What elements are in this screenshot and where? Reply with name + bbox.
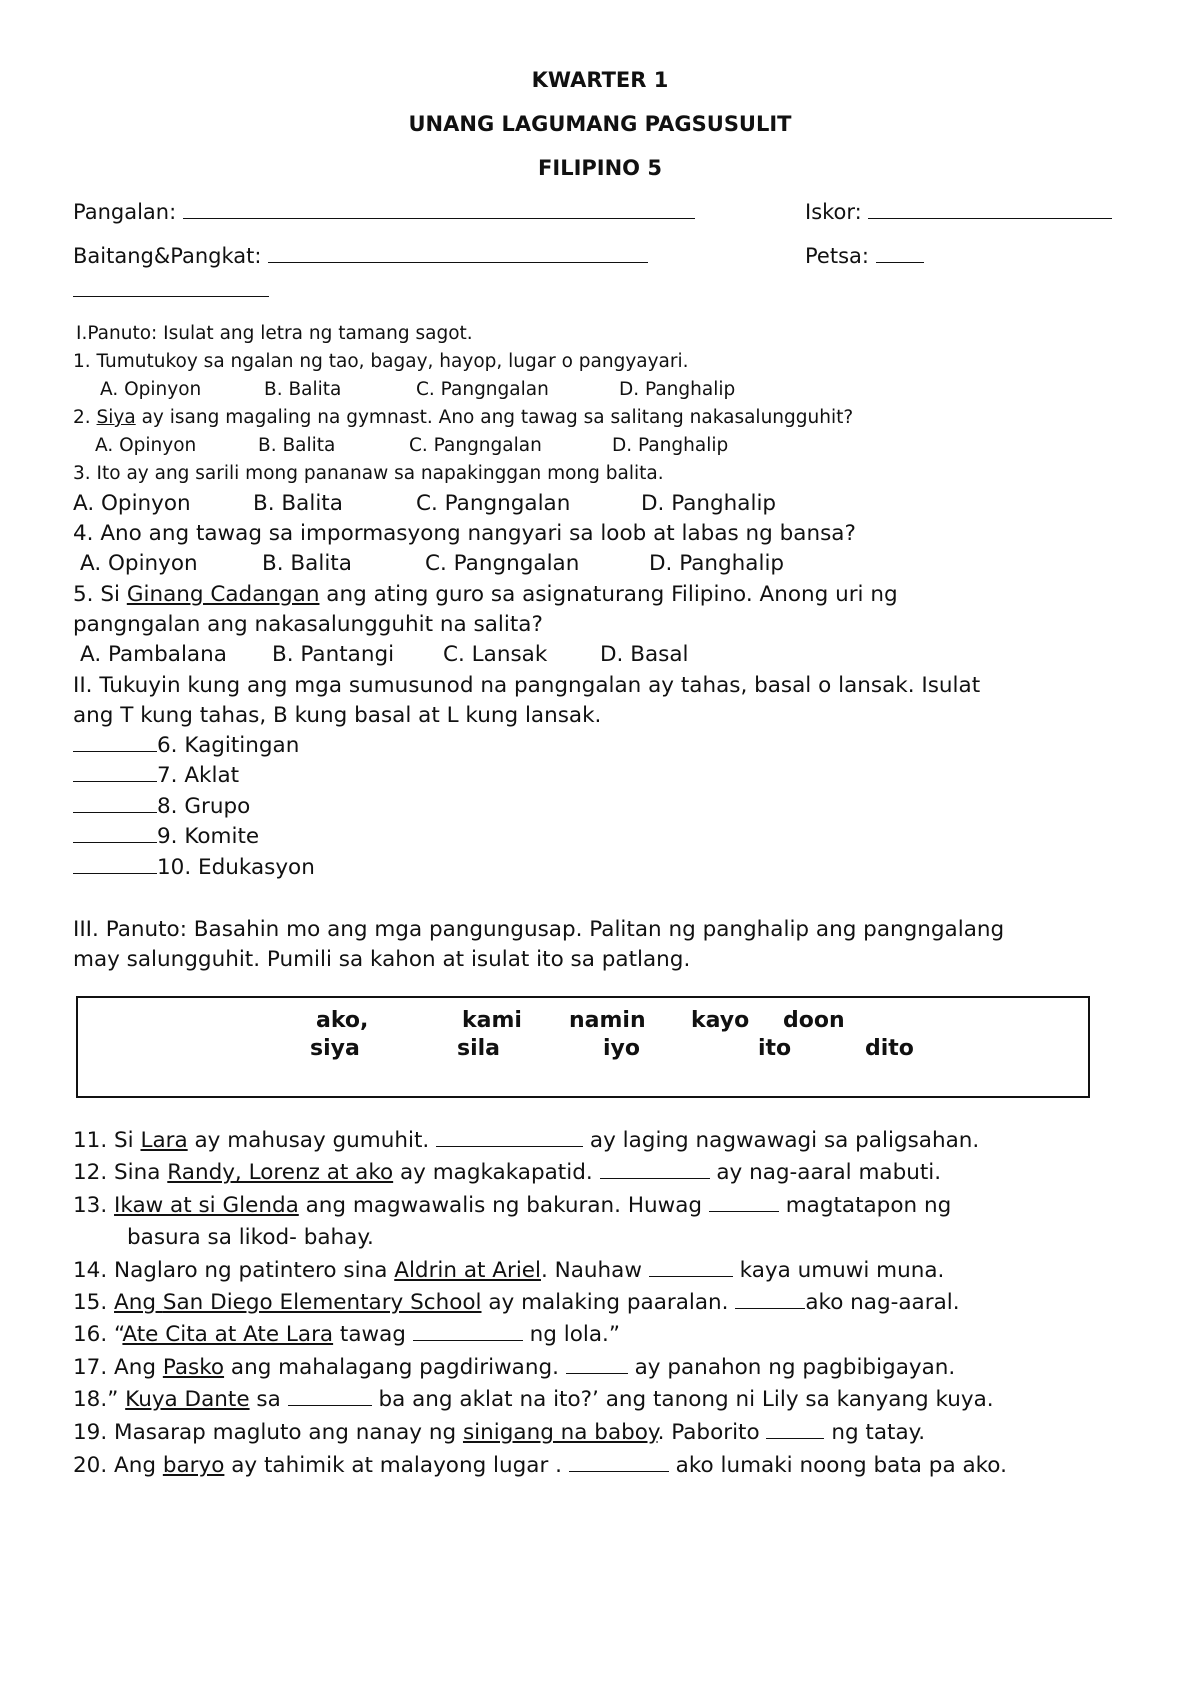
part2-instruction: II. Tukuyin kung ang mga sumusunod na pangngalan ay tahas, basal o lansak. Isulat	[73, 673, 981, 698]
question-15: 15. Ang San Diego Elementary School ay malaking paaralan. ako nag-aaral.	[73, 1290, 960, 1315]
question-16: 16. “Ate Cita at Ate Lara tawag ng lola.”	[73, 1322, 620, 1347]
option-c: C. Lansak	[443, 642, 548, 667]
name-blank[interactable]	[183, 217, 695, 219]
option-d: D. Basal	[600, 642, 689, 667]
quarter-title: KWARTER 1	[531, 68, 669, 92]
word-box-word: sila	[457, 1036, 501, 1061]
option-c: C. Pangngalan	[409, 435, 542, 456]
item-8: 8. Grupo	[73, 794, 250, 819]
question-2: 2. Siya ay isang magaling na gymnast. Ano ang tawag sa salitang nakasalungguhit?	[73, 407, 854, 428]
answer-blank[interactable]	[73, 780, 157, 782]
question-5-line2: pangngalan ang nakasalungguhit na salita?	[73, 612, 543, 637]
item-10: 10. Edukasyon	[73, 855, 315, 880]
question-12: 12. Sina Randy, Lorenz at ako ay magkakapatid. ay nag-aaral mabuti.	[73, 1160, 942, 1185]
item-7: 7. Aklat	[73, 763, 239, 788]
option-a: A. Opinyon	[73, 491, 191, 516]
part3-instruction: III. Panuto: Basahin mo ang mga pangungusap. Palitan ng panghalip ang pangngalang	[73, 917, 1005, 942]
part3-instruction-line2: may salungguhit. Pumili sa kahon at isulat ito sa patlang.	[73, 947, 691, 972]
word-box-word: ako,	[316, 1008, 369, 1033]
word-box-word: kayo	[691, 1008, 750, 1033]
answer-blank[interactable]	[288, 1404, 372, 1406]
word-box-word: siya	[310, 1036, 360, 1061]
word-box-word: ito	[758, 1036, 792, 1061]
date-blank-continued	[73, 296, 269, 297]
word-box-word: iyo	[603, 1036, 640, 1061]
answer-blank[interactable]	[600, 1177, 710, 1179]
answer-blank[interactable]	[73, 841, 157, 843]
question-4-options	[0, 551, 1200, 579]
word-box-word: kami	[462, 1008, 522, 1033]
date-blank[interactable]	[876, 261, 924, 263]
option-b: B. Balita	[258, 435, 336, 456]
question-3: 3. Ito ay ang sarili mong pananaw sa napakinggan mong balita.	[73, 463, 664, 484]
question-1-options	[0, 379, 1200, 403]
question-5-options	[0, 642, 1200, 670]
answer-blank[interactable]	[73, 811, 157, 813]
question-5: 5. Si Ginang Cadangan ang ating guro sa asignaturang Filipino. Anong uri ng	[73, 582, 898, 607]
question-13: 13. Ikaw at si Glenda ang magwawalis ng bakuran. Huwag magtatapon ng	[73, 1193, 952, 1218]
option-a: A. Opinyon	[100, 379, 202, 400]
option-a: A. Pambalana	[80, 642, 227, 667]
option-a: A. Opinyon	[95, 435, 197, 456]
word-box-word: doon	[783, 1008, 845, 1033]
question-1: 1. Tumutukoy sa ngalan ng tao, bagay, hayop, lugar o pangyayari.	[73, 351, 689, 372]
option-d: D. Panghalip	[619, 379, 736, 400]
answer-blank[interactable]	[73, 750, 157, 752]
item-9: 9. Komite	[73, 824, 259, 849]
grade-section-field: Baitang&Pangkat:	[73, 244, 648, 268]
option-c: C. Pangngalan	[425, 551, 580, 576]
option-b: B. Balita	[253, 491, 343, 516]
answer-blank[interactable]	[73, 872, 157, 874]
option-a: A. Opinyon	[80, 551, 198, 576]
word-box-word: namin	[569, 1008, 646, 1033]
question-18: 18.” Kuya Dante sa ba ang aklat na ito?’ ang tanong ni Lily sa kanyang kuya.	[73, 1387, 994, 1412]
part1-instruction: I.Panuto: Isulat ang letra ng tamang sagot.	[76, 323, 473, 344]
answer-blank[interactable]	[413, 1339, 523, 1341]
option-d: D. Panghalip	[612, 435, 729, 456]
subject-title: FILIPINO 5	[538, 156, 662, 180]
exam-title: UNANG LAGUMANG PAGSUSULIT	[408, 112, 792, 136]
date-field: Petsa:	[805, 244, 924, 268]
name-field: Pangalan:	[73, 200, 695, 224]
answer-blank[interactable]	[436, 1145, 583, 1147]
option-c: C. Pangngalan	[416, 379, 549, 400]
question-14: 14. Naglaro ng patintero sina Aldrin at Ariel. Nauhaw kaya umuwi muna.	[73, 1258, 945, 1283]
question-19: 19. Masarap magluto ang nanay ng sinigang na baboy. Paborito ng tatay.	[73, 1420, 926, 1445]
option-d: D. Panghalip	[649, 551, 785, 576]
answer-blank[interactable]	[735, 1307, 805, 1309]
answer-blank[interactable]	[569, 1470, 669, 1472]
part2-instruction-line2: ang T kung tahas, B kung basal at L kung lansak.	[73, 703, 602, 728]
option-c: C. Pangngalan	[416, 491, 571, 516]
score-field: Iskor:	[805, 200, 1112, 224]
question-11: 11. Si Lara ay mahusay gumuhit. ay laging nagwawagi sa paligsahan.	[73, 1128, 980, 1153]
question-4: 4. Ano ang tawag sa impormasyong nangyari sa loob at labas ng bansa?	[73, 521, 856, 546]
question-2-options	[0, 435, 1200, 459]
question-20: 20. Ang baryo ay tahimik at malayong lugar . ako lumaki noong bata pa ako.	[73, 1453, 1007, 1478]
answer-blank[interactable]	[566, 1372, 628, 1374]
question-17: 17. Ang Pasko ang mahalagang pagdiriwang. ay panahon ng pagbibigayan.	[73, 1355, 956, 1380]
score-blank[interactable]	[868, 217, 1112, 219]
question-3-options	[0, 491, 1200, 519]
answer-blank[interactable]	[766, 1437, 824, 1439]
grade-section-blank[interactable]	[268, 261, 648, 263]
word-box	[76, 996, 1090, 1098]
word-box-word: dito	[865, 1036, 914, 1061]
question-13-line2: basura sa likod- bahay.	[127, 1225, 374, 1250]
option-d: D. Panghalip	[641, 491, 777, 516]
item-6: 6. Kagitingan	[73, 733, 299, 758]
option-b: B. Balita	[264, 379, 342, 400]
option-b: B. Balita	[262, 551, 352, 576]
answer-blank[interactable]	[709, 1210, 779, 1212]
answer-blank[interactable]	[649, 1275, 733, 1277]
option-b: B. Pantangi	[272, 642, 395, 667]
